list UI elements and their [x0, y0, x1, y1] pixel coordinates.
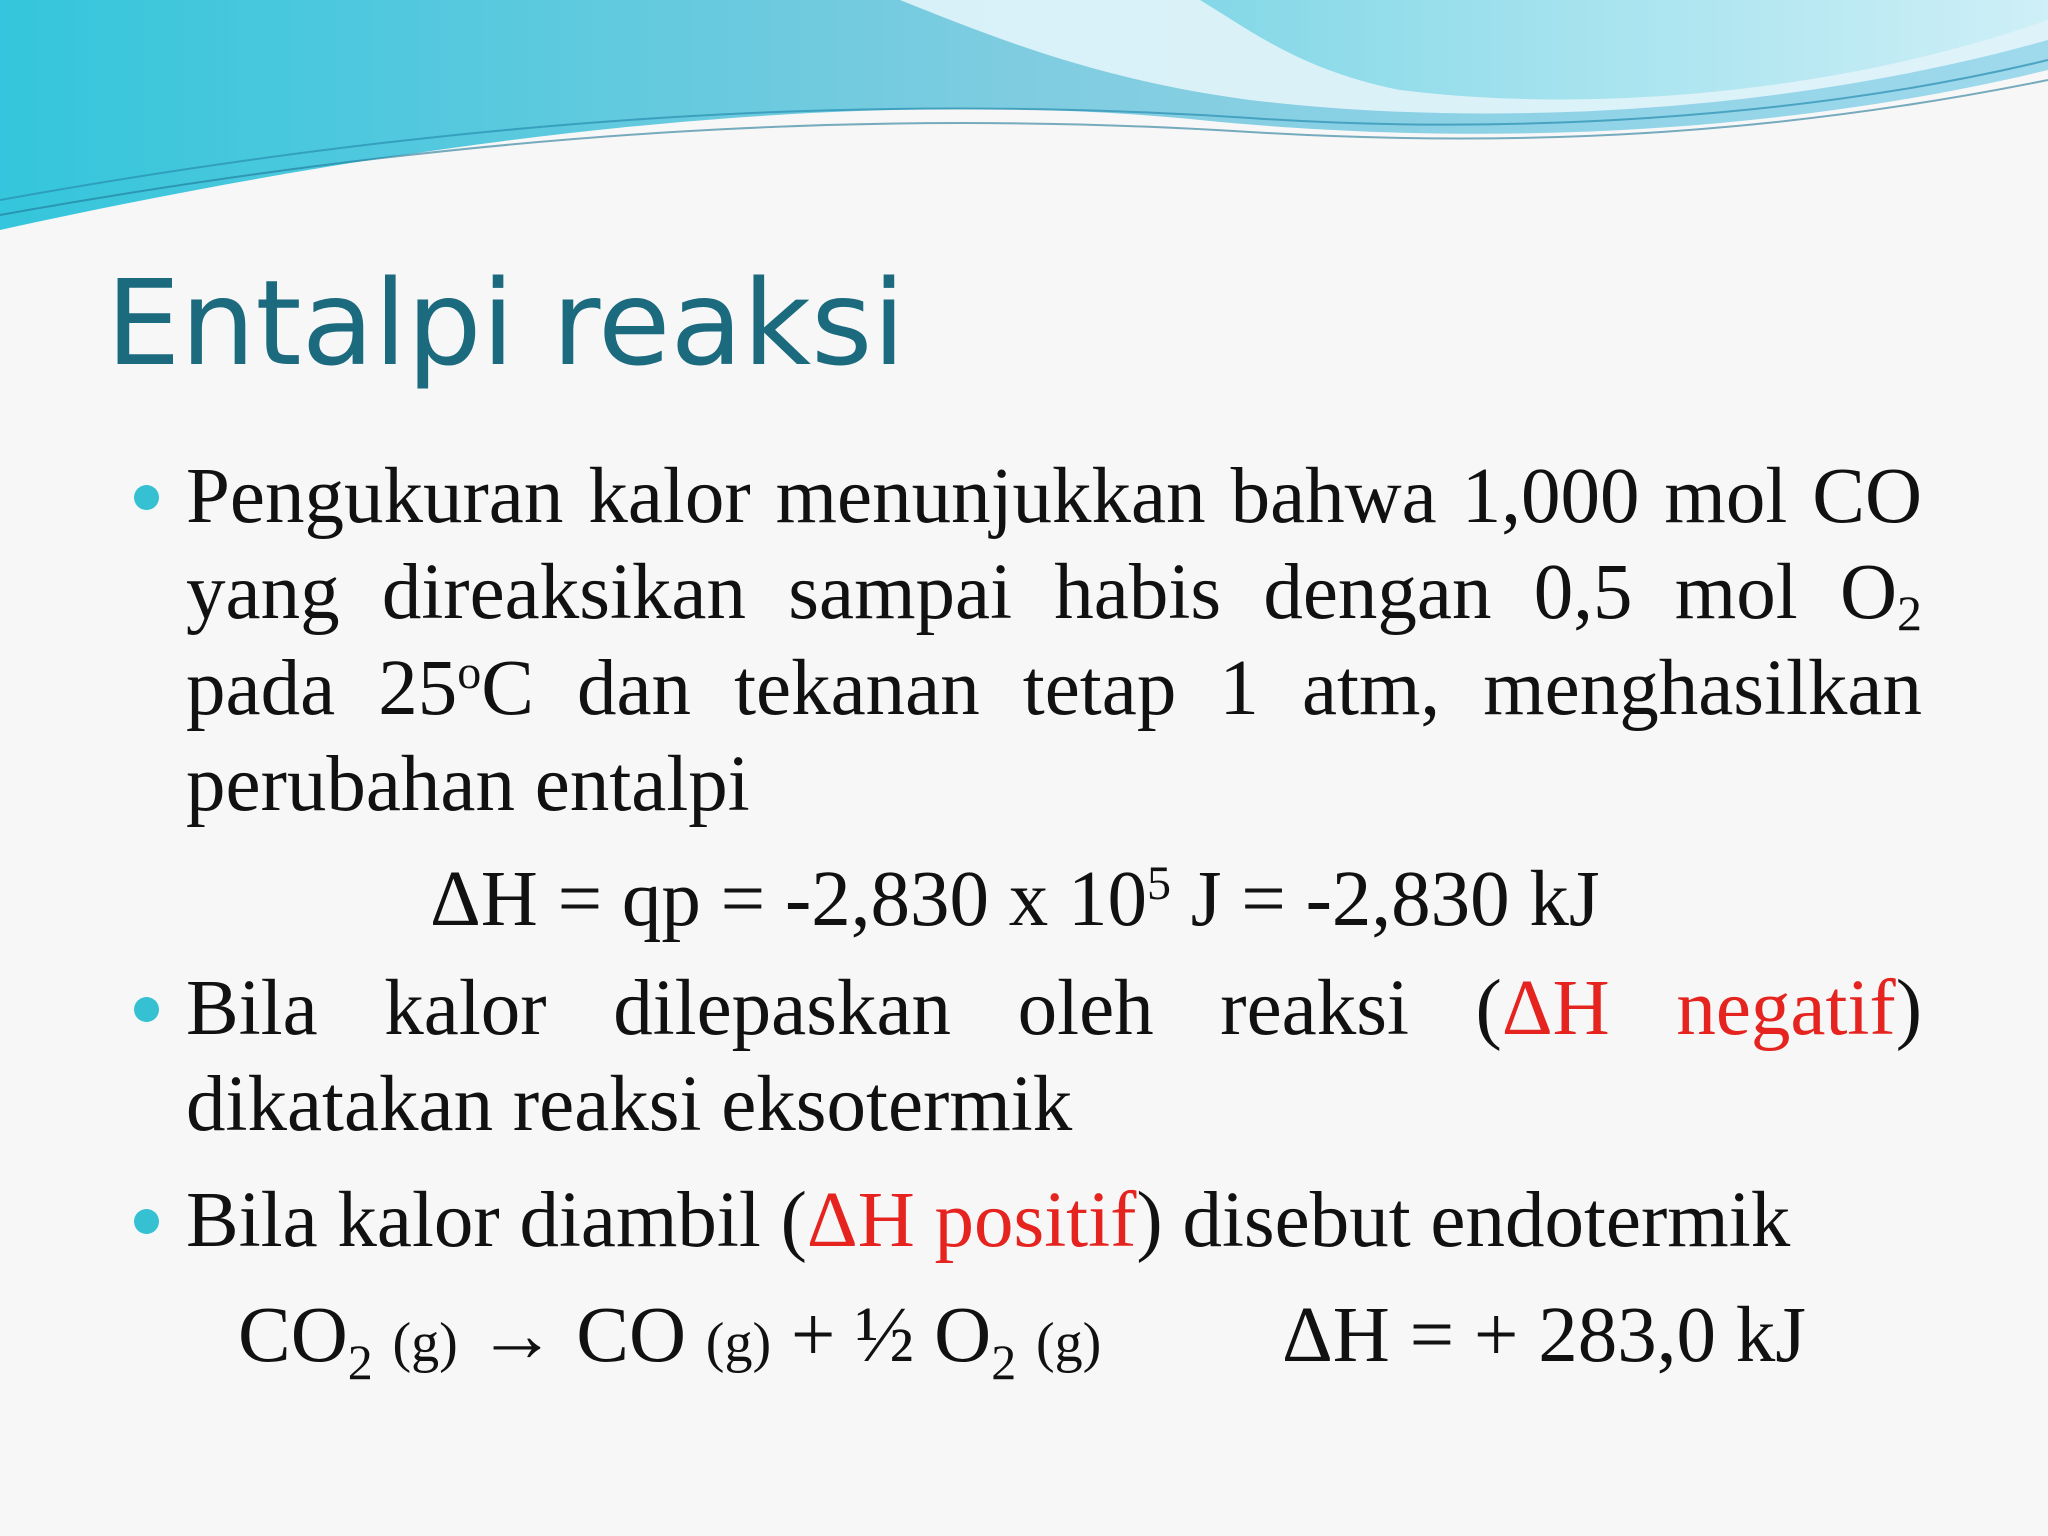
positive-dh-highlight: ΔH positif — [806, 1177, 1137, 1264]
bullet-icon — [134, 485, 159, 510]
reaction-equation: $CO_2$ (g) → CO (g) + ½ $O_2$ (g) — [238, 1292, 1102, 1390]
bullet-icon — [134, 997, 159, 1022]
enthalpy-equation: ΔH = qp = -2,830 x $10^5$ J = -2,830 kJ — [430, 856, 1600, 943]
header-wave-decoration — [0, 0, 2048, 240]
bullet-1-text: Pengukuran kalor menunjukkan bahwa 1,000 mol CO yang direaksikan sampai habis dengan 0,5 mol $O_2$ pada 25$^o$C dan tekanan tetap 1 atm, menghasilkan perubahan entalpi — [186, 453, 1922, 828]
bullet-3-text: Bila kalor diambil (ΔH positif) disebut endotermik — [186, 1177, 1791, 1264]
reaction-enthalpy: ΔH = + 283,0 kJ — [1282, 1292, 1806, 1379]
bullet-icon — [134, 1209, 159, 1234]
negative-dh-highlight: ΔH negatif — [1501, 965, 1896, 1052]
bullet-2-text: Bila kalor dilepaskan oleh reaksi (ΔH negatif) dikatakan reaksi eksotermik — [186, 965, 1922, 1148]
slide-title: Entalpi reaksi — [106, 254, 906, 392]
